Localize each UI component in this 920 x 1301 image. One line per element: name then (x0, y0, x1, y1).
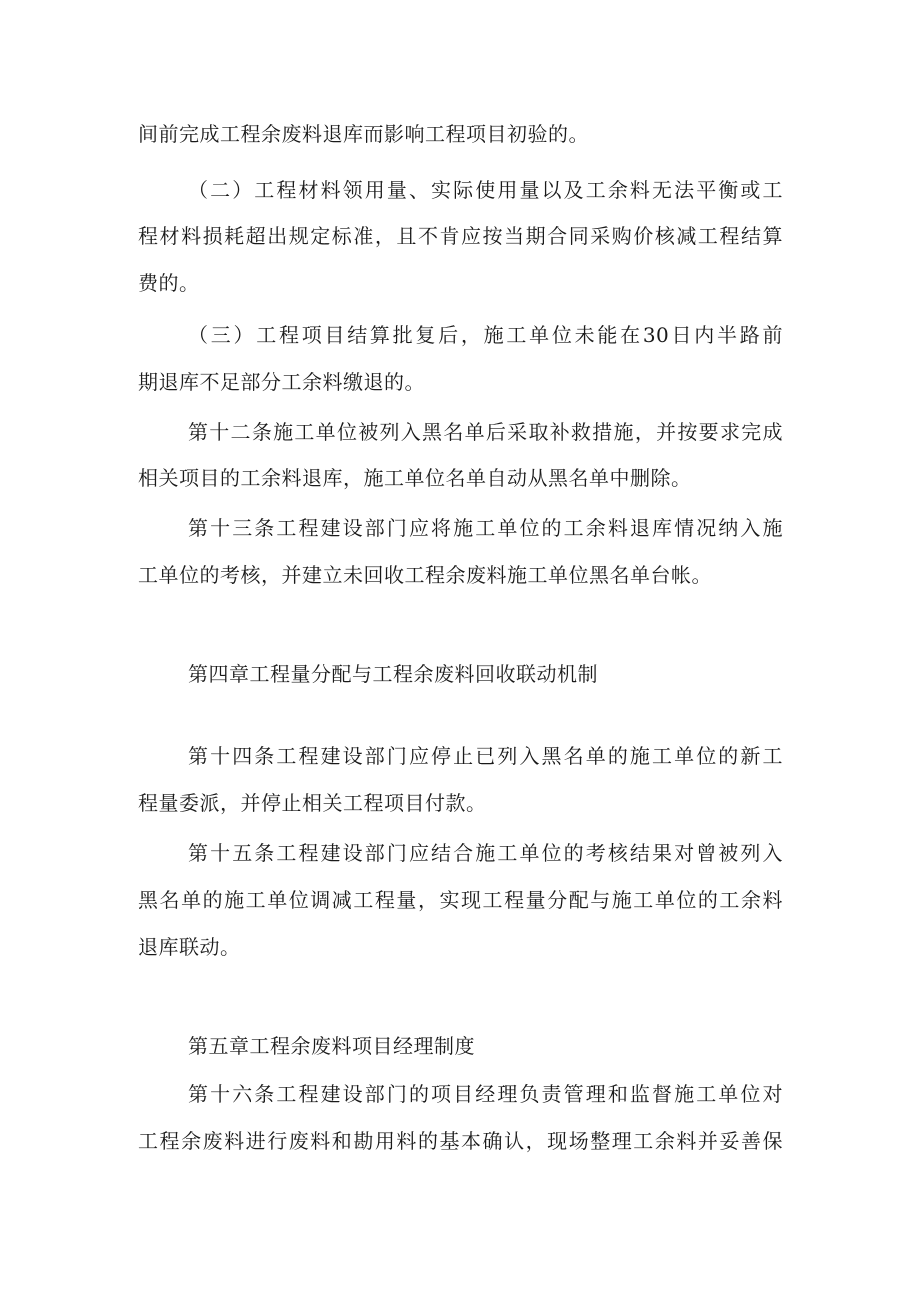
text-line: 程量委派，并停止相关工程项目付款。 (138, 791, 487, 815)
text-line: 相关项目的工余料退库，施工单位名单自动从黑名单中删除。 (138, 466, 692, 490)
text-line: 工单位的考核，并建立未回收工程余废料施工单位黑名单台帐。 (138, 563, 712, 587)
text-line: 第十三条工程建设部门应将施工单位的工余料退库情况纳入施 (188, 516, 783, 540)
text-line: 第十二条施工单位被列入黑名单后采取补救措施，并按要求完成 (188, 420, 783, 444)
text-line: 黑名单的施工单位调减工程量，实现工程量分配与施工单位的工余料 (138, 888, 783, 912)
text-line: 第十四条工程建设部门应停止已列入黑名单的施工单位的新工 (188, 744, 783, 768)
text-line: （三）工程项目结算批复后，施工单位未能在30日内半路前 (188, 323, 783, 347)
text-line: 费的。 (138, 271, 200, 295)
text-line: 退库联动。 (138, 935, 241, 959)
text-line: 第十六条工程建设部门的项目经理负责管理和监督施工单位对 (188, 1082, 783, 1106)
text-line: 程材料损耗超出规定标准，且不肯应按当期合同采购价核减工程结算 (138, 224, 783, 248)
chapter-heading: 第四章工程量分配与工程余废料回收联动机制 (188, 662, 598, 686)
text-line: （二）工程材料领用量、实际使用量以及工余料无法平衡或工 (188, 178, 783, 202)
text-line: 工程余废料进行废料和勘用料的基本确认，现场整理工余料并妥善保 (138, 1129, 783, 1153)
text-line: 间前完成工程余废料退库而影响工程项目初验的。 (138, 122, 589, 146)
text-line: 第十五条工程建设部门应结合施工单位的考核结果对曾被列入 (188, 841, 783, 865)
chapter-heading: 第五章工程余废料项目经理制度 (188, 1034, 475, 1058)
text-line: 期退库不足部分工余料缴退的。 (138, 370, 425, 394)
